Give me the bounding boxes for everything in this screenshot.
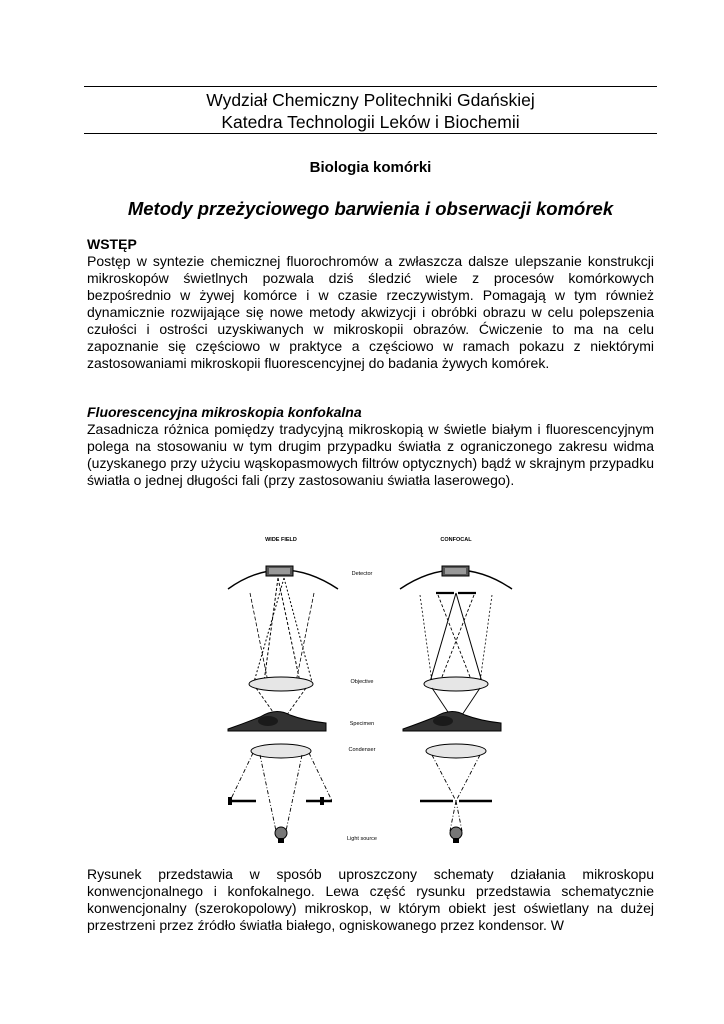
confocal-paragraph: Zasadnicza różnica pomiędzy tradycyjną mikroskopią w świetle białym i fluorescencyjnym polega na stosowaniu w tym drugim przypadku światła z ograniczonego zakresu widma (uzyskanego przy użyciu wąskopasmowych filtrów optycznych) bądź w skrajnym przypadku światła o jednej długości fali (przy zastosowaniu światła laserowego). <box>87 421 654 488</box>
figure-description-paragraph: Rysunek przedstawia w sposób uproszczony schematy działania mikroskopu konwencjonalnego i konfokalnego. Lewa część rysunku przedstawia schematycznie konwencjonalny (szerokopolowy) mikroskop, w którym obiekt jest oświetlany na dużej przestrzeni przez źródło światła białego, ogniskowanego przez kondensor. W <box>87 866 654 933</box>
label-condenser: Condenser <box>348 747 376 753</box>
confocal-title: CONFOCAL <box>440 537 472 543</box>
confocal-heading: Fluorescencyjna mikroskopia konfokalna <box>87 404 362 420</box>
label-objective: Objective <box>350 679 374 685</box>
course-title: Biologia komórki <box>309 159 432 176</box>
label-specimen: Specimen <box>349 721 375 727</box>
header-rule-top <box>84 86 657 87</box>
microscope-diagram <box>220 533 530 845</box>
label-detector: Detector <box>351 571 373 577</box>
intro-paragraph: Postęp w syntezie chemicznej fluorochromów a zwłaszcza dalsze ulepszanie konstrukcji mikroskopów świetlnych pozwala dziś śledzić wiele z procesów komórkowych bezpośrednio w żywej komórce i w czasie rzeczywistym. Pomagają w tym również dynamicznie rozwijające się nowe metody akwizycji i obróbki obrazu w celu polepszenia czułości i ostrości uzyskiwanych w mikroskopii obrazów. Ćwiczenie to ma na celu zapoznanie się częściowo w praktyce a częściowo w ramach pokazu z niektórymi zastosowaniami mikroskopii fluorescencyjnej do badania żywych komórek. <box>87 253 654 371</box>
document-title: Metody przeżyciowego barwienia i obserwacji komórek <box>127 198 614 219</box>
wide-field-title: WIDE FIELD <box>265 537 297 543</box>
label-light-source: Light source <box>347 836 377 842</box>
faculty-name: Wydział Chemiczny Politechniki Gdańskiej <box>206 90 535 110</box>
wide-field-schematic <box>228 566 338 843</box>
header-rule-bottom <box>84 133 657 134</box>
intro-heading: WSTĘP <box>87 236 137 252</box>
confocal-schematic <box>400 566 512 843</box>
department-name: Katedra Technologii Leków i Biochemii <box>221 112 520 132</box>
